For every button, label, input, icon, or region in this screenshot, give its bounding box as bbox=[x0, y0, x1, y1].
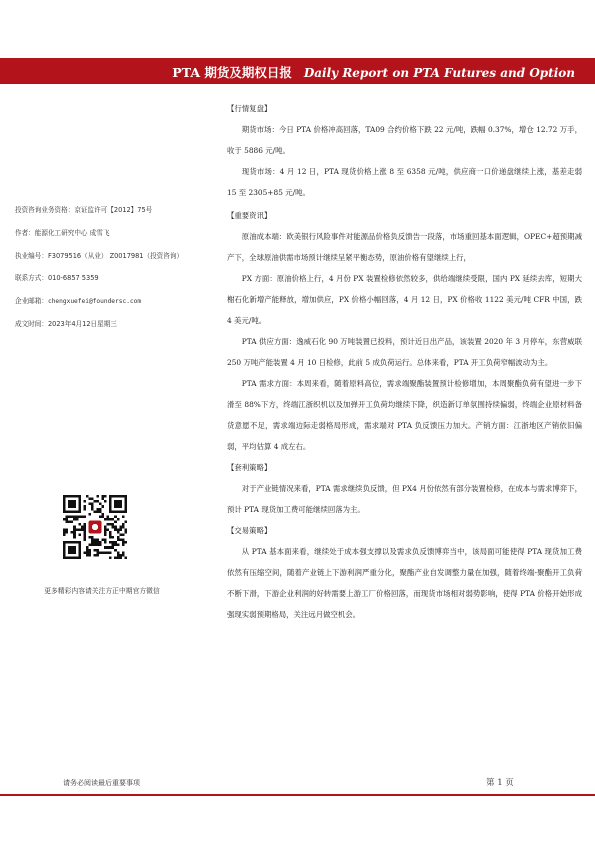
report-header-bar bbox=[0, 58, 595, 84]
section-title-key-news: 【重要资讯】 bbox=[227, 211, 272, 220]
paragraph-pta-demand: PTA 需求方面：本周来看，随着原料高位，需求端聚酯装置预计检修增加，本周聚酯负荷有望进一步下滑至 88%下方，终端江浙织机以及加弹开工负荷均继续下降，织造新订单氛围持续偏弱，终端企业原材料备货意愿不足，需求端边际走弱格局形成，需求端对 PTA 负反馈压力加大。产销方面：江浙地区产销依旧偏弱，平均估算 4 成左右。 bbox=[227, 379, 582, 451]
paragraph-px: PX 方面：原油价格上行，4 月份 PX 装置检修依然较多，供给端继续受限，国内 PX 延续去库，短期大榭石化新增产能释放，增加供应，PX 价格小幅回落，4 月 12 日，PX 价格收 1122 美元/吨 CFR 中国，跌 4 美元/吨。 bbox=[227, 274, 582, 325]
qr-finder-top-left bbox=[63, 495, 81, 513]
email-line bbox=[15, 296, 200, 307]
report-title-en: Daily Report on PTA Futures and Option bbox=[303, 66, 575, 80]
section-title-market-review: 【行情复盘】 bbox=[227, 104, 272, 113]
footer-divider bbox=[0, 794, 595, 796]
qr-finder-top-right bbox=[109, 495, 127, 513]
report-title bbox=[172, 62, 575, 81]
page-number: 第 1 页 bbox=[486, 778, 514, 788]
qualification-text: 投资咨询业务资格：京证监许可【2012】75号 bbox=[15, 206, 153, 214]
paragraph-spot-market: 现货市场：4 月 12 日，PTA 现货价格上涨 8 至 6358 元/吨，供应商一口价递盘继续上涨，基差走弱 15 至 2305+85 元/吨。 bbox=[227, 167, 582, 197]
paragraph-pta-supply: PTA 供应方面：逸威石化 90 万吨装置已投料，预计近日出产品，该装置 2020 年 3 月停车，东营威联 250 万吨产能装置 4 月 10 日检修，此前 5 成负荷运行。总体来看，PTA 开工负荷窄幅波动为主。 bbox=[227, 337, 582, 367]
email-link[interactable]: chengxuefei@foundersc.com bbox=[47, 298, 142, 306]
disclaimer-notice: 请务必阅读最后重要事项 bbox=[63, 779, 140, 787]
author-text: 作者：能源化工研究中心 成雪飞 bbox=[15, 228, 110, 237]
report-title-cn: PTA 期货及期权日报 bbox=[172, 65, 292, 80]
qr-finder-bottom-left bbox=[63, 541, 81, 559]
email-label: 企业邮箱： bbox=[15, 297, 48, 306]
paragraph-arbitrage: 对于产业链情况来看，PTA 需求继续负反馈，但 PX4 月份依然有部分装置检修，在成本与需求博弈下，预计 PTA 现货加工费可能继续回落为主。 bbox=[227, 484, 582, 514]
wechat-qr-code bbox=[63, 495, 127, 559]
paragraph-crude-cost: 原油成本端：欧美银行风险事件对能源品价格负反馈告一段落，市场重回基本面逻辑，OPEC+超预期减产下，全球原油供需市场预计继续呈紧平衡态势，原油价格有望继续上行， bbox=[227, 232, 582, 262]
qr-center-logo bbox=[87, 519, 102, 534]
date-text: 成文时间：2023年4月12日星期三 bbox=[15, 319, 117, 328]
section-title-arbitrage: 【套利策略】 bbox=[227, 463, 272, 472]
section-title-trading: 【交易策略】 bbox=[227, 526, 272, 535]
paragraph-futures-market: 期货市场：今日 PTA 价格冲高回落，TA09 合约价格下跌 22 元/吨，跌幅 0.37%，增仓 12.72 万手，收于 5886 元/吨。 bbox=[227, 125, 582, 155]
paragraph-trading: 从 PTA 基本面来看，继续处于成本强支撑以及需求负反馈博弈当中，该局面可能使得 PTA 现货加工费依然有压缩空间，随着产业链上下游利润严重分化，聚酯产业自发调整力量在加强，随着终端-聚酯开工负荷不断下滑，下游企业利润的好转需要上游工厂价格回落，而现货市场相对弱势影响，使得 PTA 价格开始形成强现实弱预期格局，关注远月做空机会。 bbox=[227, 547, 582, 619]
author-info-panel bbox=[15, 205, 200, 342]
contact-text: 联系方式：010-6857 5359 bbox=[15, 274, 99, 283]
report-body bbox=[227, 98, 582, 625]
qr-caption: 更多精彩内容请关注方正中期官方微信 bbox=[44, 587, 160, 595]
license-text: 执业编号：F3079516（从业） Z0017981（投资咨询） bbox=[15, 251, 184, 260]
